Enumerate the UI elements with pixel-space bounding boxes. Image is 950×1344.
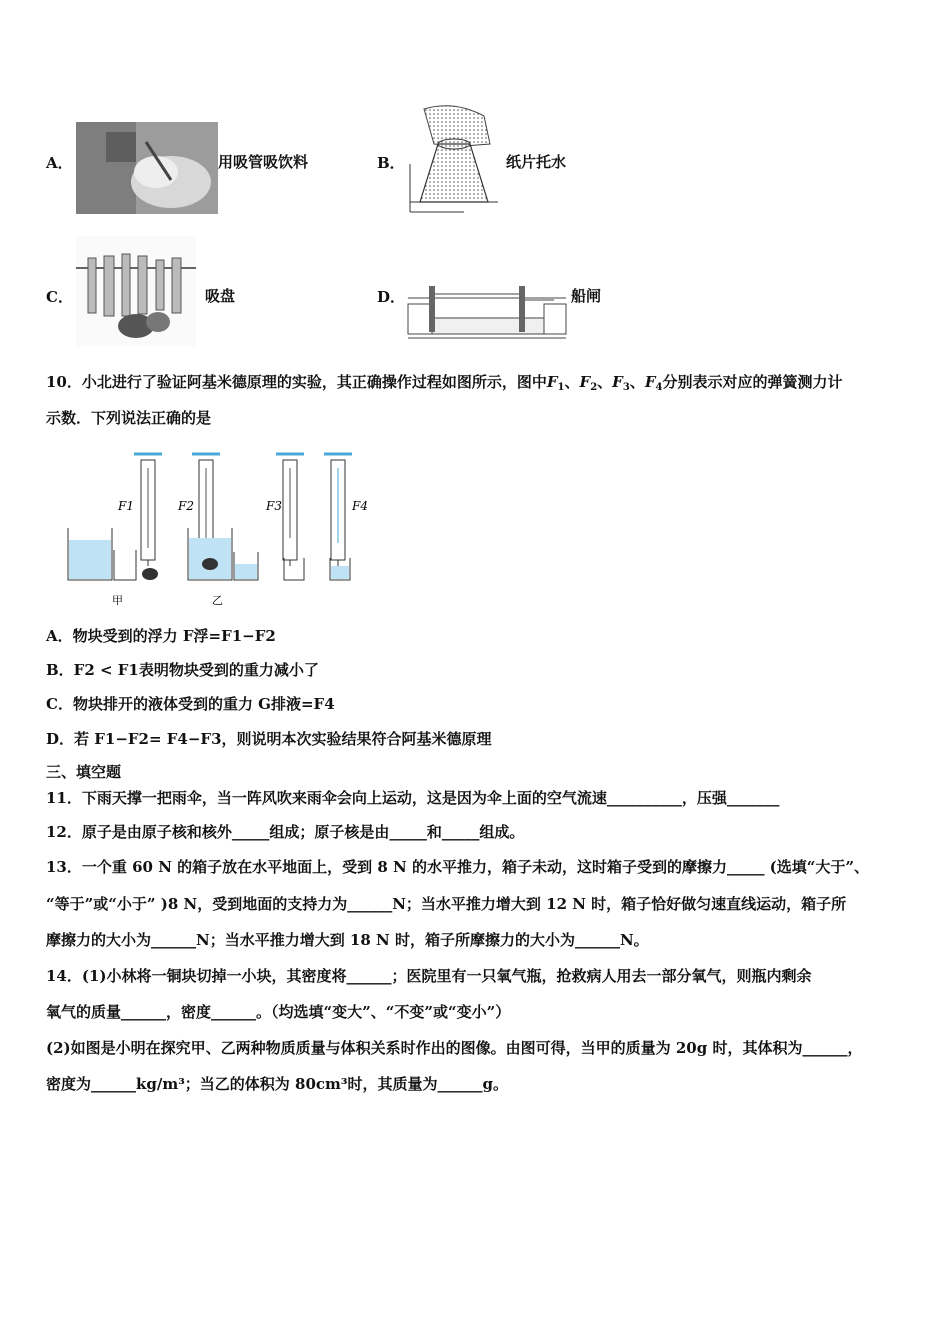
q14-line1: 14．(1)小林将一铜块切掉一小块，其密度将______；医院里有一只氧气瓶，抢救病人用去一部分氧气，则瓶内剩余 <box>46 967 812 985</box>
option-a-letter: A． <box>46 154 73 172</box>
option-b-letter: B． <box>377 154 405 172</box>
figure-caption-jia: 甲 <box>112 594 123 607</box>
q13-line1: 13．一个重 60 N 的箱子放在水平地面上，受到 8 N 的水平推力，箱子未动，这时箱子受到的摩擦力_____ (选填“大于”、 <box>46 858 870 876</box>
q10-stem-start: 10．小北进行了验证阿基米德原理的实验，其正确操作过程如图所示，图中 <box>46 373 547 391</box>
suction-cup-hooks-photo <box>76 236 196 346</box>
q10-stem-line1 <box>46 372 842 398</box>
figure-label-f3: F3 <box>266 499 282 513</box>
figure-caption-yi: 乙 <box>212 594 223 607</box>
option-b-text: 纸片托水 <box>506 153 567 171</box>
q13-line3: 摩擦力的大小为______N；当水平推力增大到 18 N 时，箱子所摩擦力的大小为______N。 <box>46 931 649 949</box>
ship-lock-diagram <box>404 278 570 344</box>
option-c-letter: C． <box>46 288 73 306</box>
figure-label-f1: F1 <box>118 499 134 513</box>
q14-line3: (2)如图是小明在探究甲、乙两种物质质量与体积关系时作出的图像。由图可得，当甲的质量为 20g 时，其体积为______， <box>46 1039 863 1057</box>
option-c-text: 吸盘 <box>205 287 236 305</box>
q10-option-a: A．物块受到的浮力 F浮=F1−F2 <box>46 627 276 645</box>
option-d-letter: D． <box>377 288 406 306</box>
archimedes-experiment-figure <box>62 448 372 608</box>
section-heading-fill-in: 三、填空题 <box>46 763 122 781</box>
paper-holding-water-figure <box>404 104 500 214</box>
q10-force-list: $F_1$、$F_2$、$F_3$、$F_4$ <box>546 373 663 393</box>
drinking-straw-photo <box>76 122 218 214</box>
q13-line2: “等于”或“小于” )8 N，受到地面的支持力为______N；当水平推力增大到 12 N 时，箱子恰好做匀速直线运动，箱子所 <box>46 895 847 913</box>
q10-stem-line2: 示数．下列说法正确的是 <box>46 409 212 427</box>
q10-option-b: B．F2 < F1表明物块受到的重力减小了 <box>46 661 319 679</box>
q14-line2: 氧气的质量______，密度______。（均选填“变大”、“不变”或“变小”） <box>46 1003 511 1021</box>
q12-text: 12．原子是由原子核和核外_____组成；原子核是由_____和_____组成。 <box>46 823 525 841</box>
q10-stem-end: 分别表示对应的弹簧测力计 <box>662 373 843 391</box>
q10-option-d: D．若 F1−F2= F4−F3，则说明本次实验结果符合阿基米德原理 <box>46 730 492 748</box>
figure-label-f2: F2 <box>178 499 194 513</box>
option-d-text: 船闸 <box>571 287 602 305</box>
option-a-text: 用吸管吸饮料 <box>218 153 309 171</box>
figure-label-f4: F4 <box>352 499 368 513</box>
q14-line4: 密度为______kg/m³；当乙的体积为 80cm³时，其质量为______g。 <box>46 1075 508 1093</box>
q10-option-c: C．物块排开的液体受到的重力 G排液=F4 <box>46 695 335 713</box>
q11-text: 11．下雨天撑一把雨伞，当一阵风吹来雨伞会向上运动，这是因为伞上面的空气流速__________，压强_______ <box>46 789 780 807</box>
